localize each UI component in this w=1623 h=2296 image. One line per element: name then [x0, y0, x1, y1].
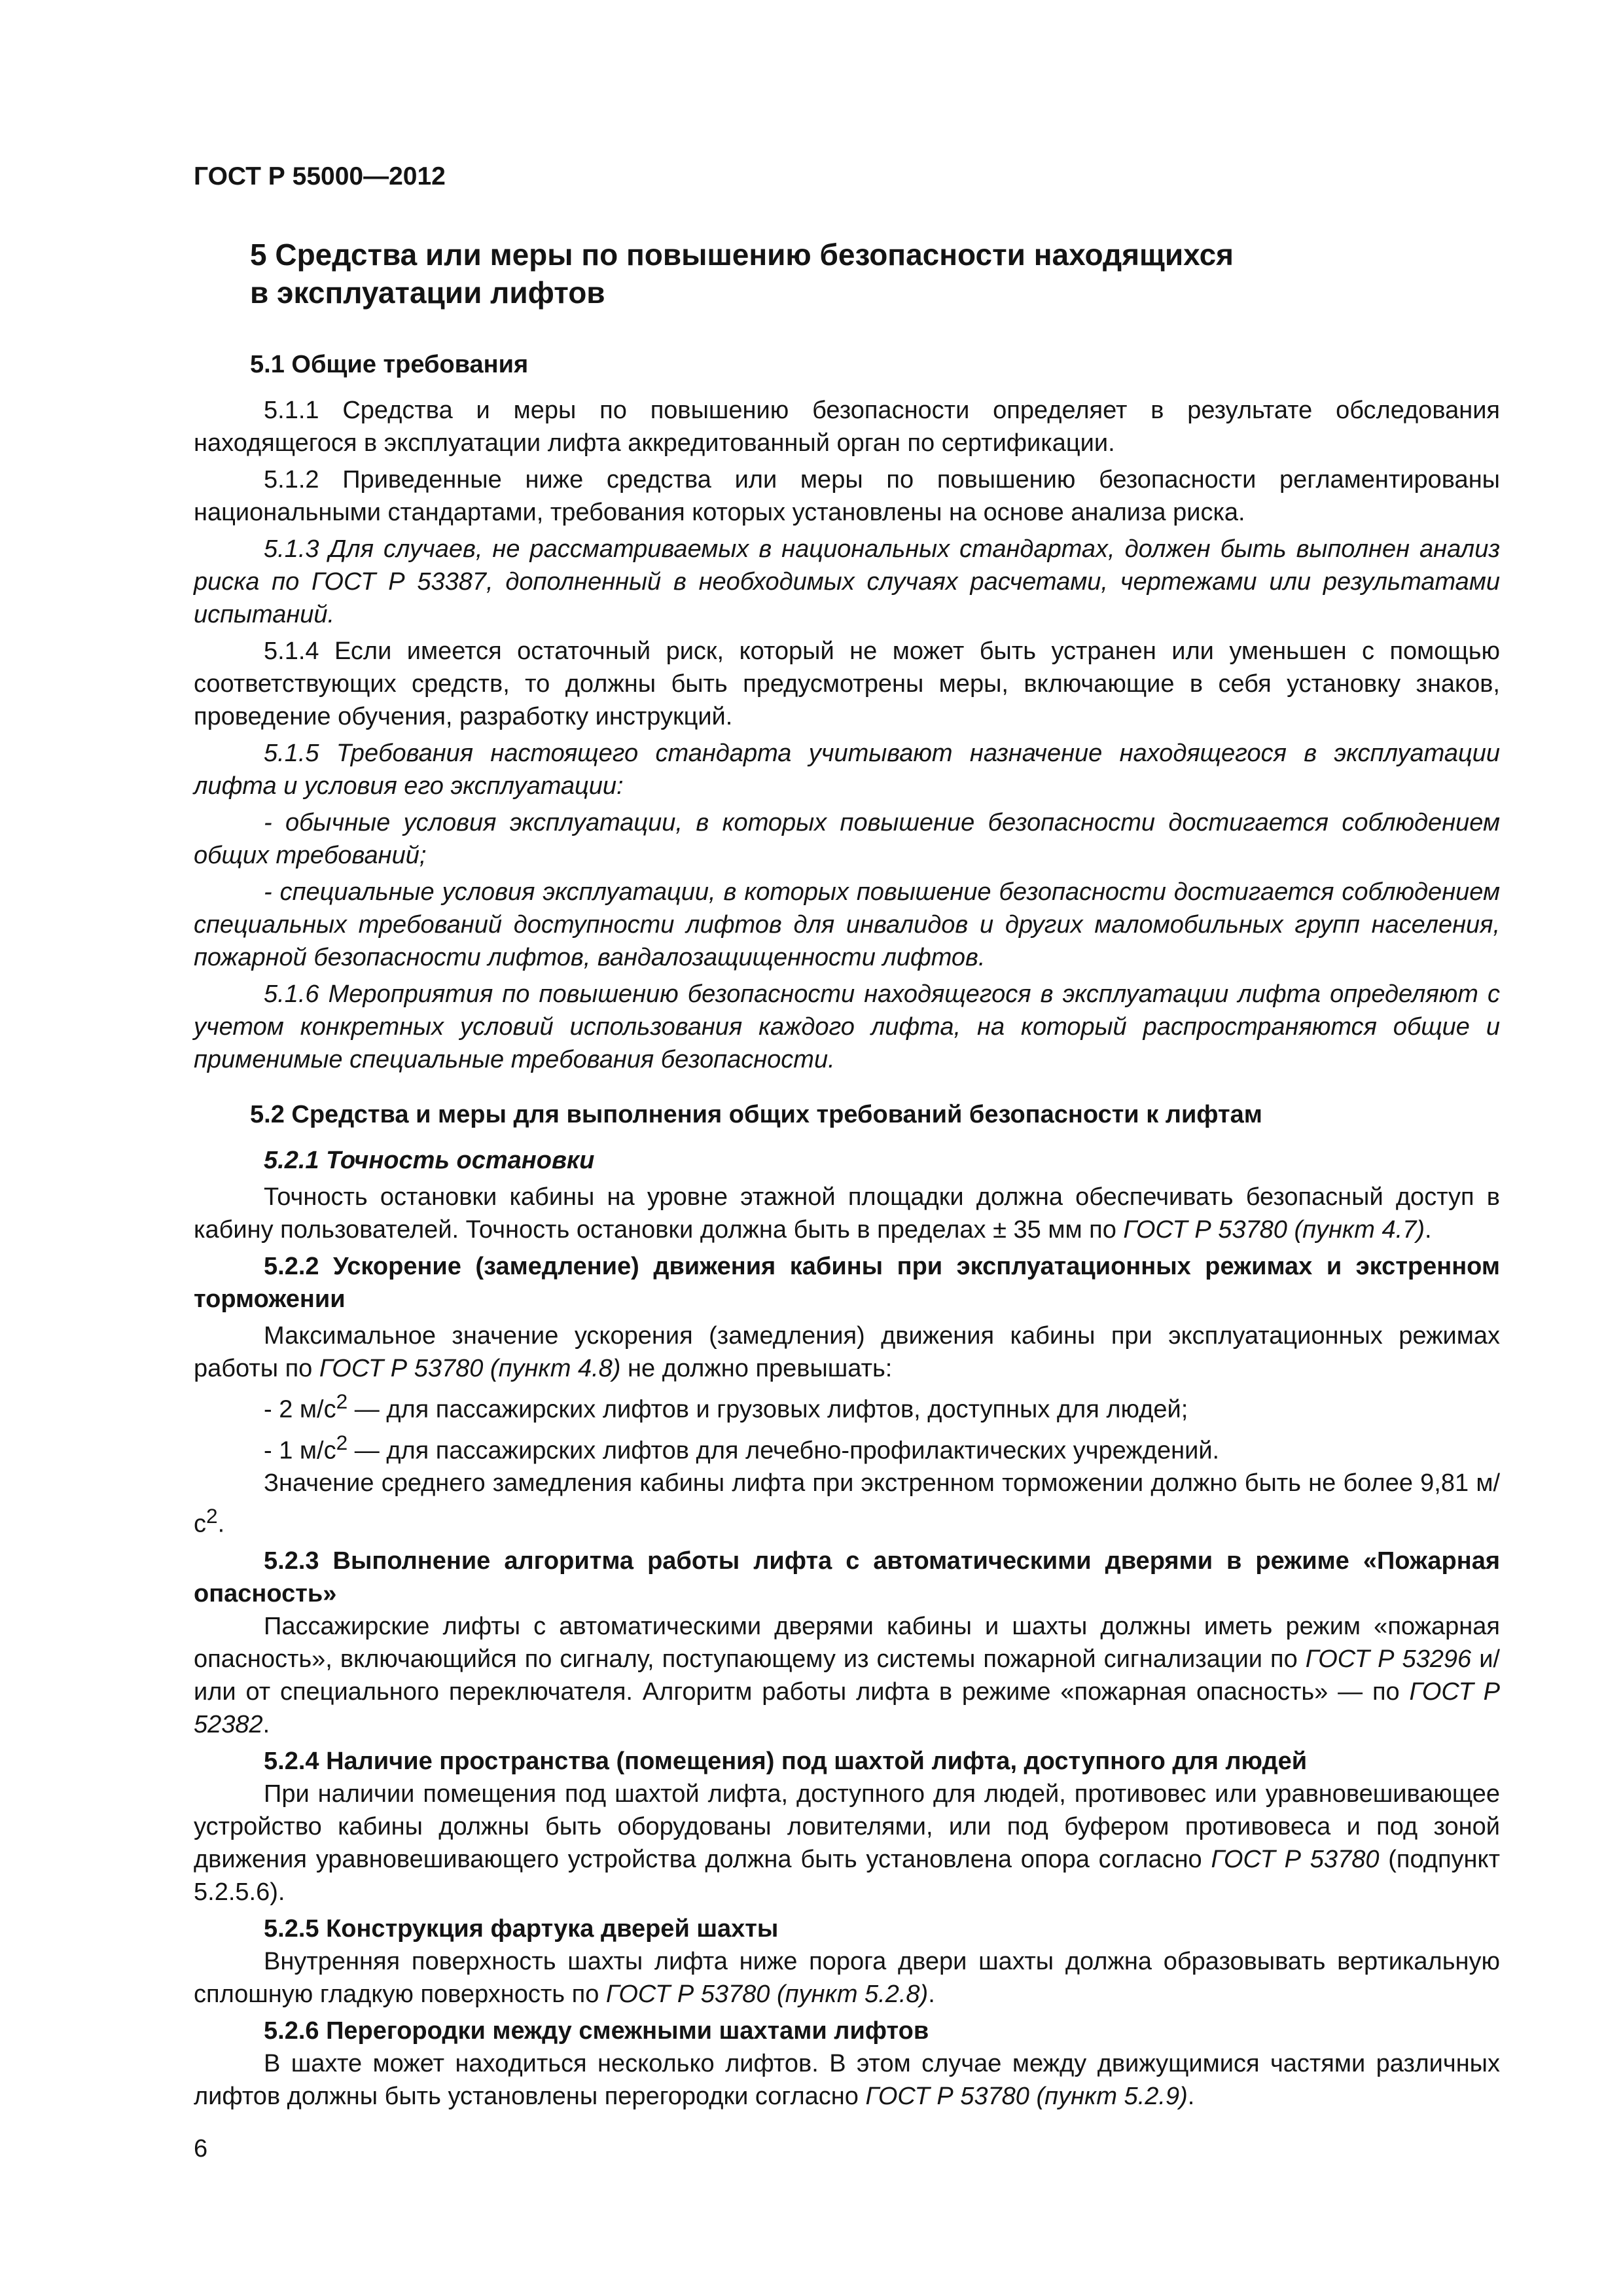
paragraph-5-1-5: 5.1.5 Требования настоящего стандарта учитывают назначение находящегося в эксплуатации лифта и условия его эксплуатации:: [194, 740, 1500, 800]
paragraph-5-2-5: [194, 1945, 1500, 2011]
standard-reference: ГОСТ Р 53780 (пункт 4.7): [1123, 1216, 1425, 1244]
paragraph-text: Внутренняя поверхность шахты лифта ниже порога двери шахты должна образовывать вертикальную сплошную гладкую поверхность по: [194, 1947, 1500, 2008]
section-5-2-title: 5.2 Средства и меры для выполнения общих требований безопасности к лифтам: [250, 1101, 1262, 1128]
paragraph-text: Пассажирские лифты с автоматическими дверями кабины и шахты должны иметь режим «пожарная опасность», включающийся по сигналу, поступающему из системы пожарной сигнализации по: [194, 1612, 1500, 1673]
section-5-2-5-title: 5.2.5 Конструкция фартука дверей шахты: [264, 1914, 779, 1943]
paragraph-5-1-4: 5.1.4 Если имеется остаточный риск, который не может быть устранен или уменьшен с помощью соответствующих средств, то должны быть предусмотрены меры, включающие в себя установку знаков, проведение обучения, разработку инструкций.: [194, 637, 1500, 730]
section-5-title: [250, 236, 1500, 312]
paragraph-end: .: [1187, 2082, 1195, 2110]
item-text: — для пассажирских лифтов и грузовых лифтов, доступных для людей;: [348, 1395, 1188, 1424]
paragraph-text: В шахте может находиться несколько лифтов. В этом случае между движущимися частями различных лифтов должны быть установлены перегородки согласно: [194, 2049, 1500, 2110]
paragraph-emergency-deceleration: [194, 1467, 1500, 1541]
paragraph-text: При наличии помещения под шахтой лифта, доступного для людей, противовес или уравновешивающее устройство кабины должны быть оборудованы ловителями, или под буфером противовеса и под зоной движения уравновешивающего устройства должна быть установлена опора согласно: [194, 1780, 1500, 1873]
paragraph-text-b: (подпункт 5.2.5.6).: [194, 1845, 1500, 1906]
exponent: 2: [206, 1504, 218, 1528]
section-5-1-title: 5.1 Общие требования: [250, 351, 529, 378]
section-5-2-3-title: 5.2.3 Выполнение алгоритма работы лифта с автоматическими дверями в режиме «Пожарная опасность»: [194, 1547, 1500, 1607]
list-item-special-conditions: - специальные условия эксплуатации, в которых повышение безопасности достигается соблюдением специальных требований доступности лифтов для инвалидов и других маломобильных групп населения, пожарной безопасности лифтов, вандалозащищенности лифтов.: [194, 878, 1500, 971]
standard-reference: ГОСТ Р 53780 (пункт 5.2.8): [605, 1980, 929, 2008]
paragraph-text: Максимальное значение ускорения (замедления) движения кабины при эксплуатационных режимах работы по: [194, 1322, 1500, 1382]
paragraph-5-2-2: [194, 1319, 1500, 1385]
paragraph-5-1-3: 5.1.3 Для случаев, не рассматриваемых в национальных стандартах, должен быть выполнен анализ риска по ГОСТ Р 53387, дополненный в необходимых случаях расчетами, чертежами или результатами испытаний.: [194, 535, 1500, 628]
paragraph-text: Значение среднего замедления кабины лифта при экстренном торможении должно быть не более 9,81 м/с: [194, 1469, 1500, 1538]
item-value: - 2 м/с: [264, 1395, 336, 1424]
paragraph-text-b: не должно превышать:: [620, 1355, 893, 1382]
item-value: - 1 м/с: [264, 1437, 336, 1465]
exponent: 2: [336, 1430, 348, 1454]
paragraph-5-1-1: 5.1.1 Средства и меры по повышению безопасности определяет в результате обследования находящегося в эксплуатации лифта аккредитованный орган по сертификации.: [194, 397, 1500, 457]
page-number: 6: [194, 2135, 208, 2162]
standard-reference: ГОСТ Р 53780 (пункт 5.2.9): [865, 2082, 1188, 2110]
paragraph-end: .: [262, 1710, 270, 1738]
item-text: — для пассажирских лифтов для лечебно-профилактических учреждений.: [348, 1437, 1220, 1465]
section-5-2-1-title: 5.2.1 Точность остановки: [264, 1147, 595, 1174]
section-5-title-line1: 5 Средства или меры по повышению безопасности находящихся: [250, 238, 1234, 272]
paragraph-end: .: [928, 1980, 935, 2008]
paragraph-5-2-3: [194, 1610, 1500, 1741]
paragraph-end: .: [1425, 1216, 1432, 1244]
paragraph-5-1-6: 5.1.6 Мероприятия по повышению безопасности находящегося в эксплуатации лифта определяют с учетом конкретных условий использования каждого лифта, на который распространяются общие и применимые специальные требования безопасности.: [194, 980, 1500, 1073]
paragraph-5-2-1: [194, 1181, 1500, 1246]
list-item-1-mps2: [194, 1426, 1500, 1467]
exponent: 2: [336, 1390, 348, 1413]
paragraph-5-2-4: [194, 1778, 1500, 1909]
section-5-title-line2: в эксплуатации лифтов: [250, 276, 605, 310]
list-item-2-mps2: [194, 1385, 1500, 1426]
standard-reference: ГОСТ Р 53296: [1305, 1645, 1472, 1673]
paragraph-5-1-2: 5.1.2 Приведенные ниже средства или меры по повышению безопасности регламентированы национальными стандартами, требования которых установлены на основе анализа риска.: [194, 466, 1500, 526]
list-item-normal-conditions: - обычные условия эксплуатации, в которых повышение безопасности достигается соблюдением общих требований;: [194, 809, 1500, 869]
paragraph-text-b: и/или от специального переключателя. Алгоритм работы лифта в режиме «пожарная опасность» — по: [194, 1645, 1500, 1706]
paragraph-text: Точность остановки кабины на уровне этажной площадки должна обеспечивать безопасный доступ в кабину пользователей. Точность остановки должна быть в пределах ± 35 мм по: [194, 1183, 1500, 1244]
page-content: [194, 236, 1500, 2113]
document-number: ГОСТ Р 55000—2012: [194, 162, 446, 190]
section-5-2-2-title: 5.2.2 Ускорение (замедление) движения кабины при эксплуатационных режимах и экстренном торможении: [194, 1253, 1500, 1313]
paragraph-end: .: [217, 1510, 225, 1538]
paragraph-5-2-6: [194, 2047, 1500, 2113]
standard-reference: ГОСТ Р 53780: [1211, 1845, 1380, 1873]
standard-reference: ГОСТ Р 53780 (пункт 4.8): [319, 1355, 621, 1382]
standard-reference: ГОСТ Р 52382: [194, 1677, 1500, 1738]
section-5-2-4-title: 5.2.4 Наличие пространства (помещения) под шахтой лифта, доступного для людей: [264, 1747, 1308, 1775]
section-5-2-6-title: 5.2.6 Перегородки между смежными шахтами лифтов: [264, 2017, 929, 2045]
